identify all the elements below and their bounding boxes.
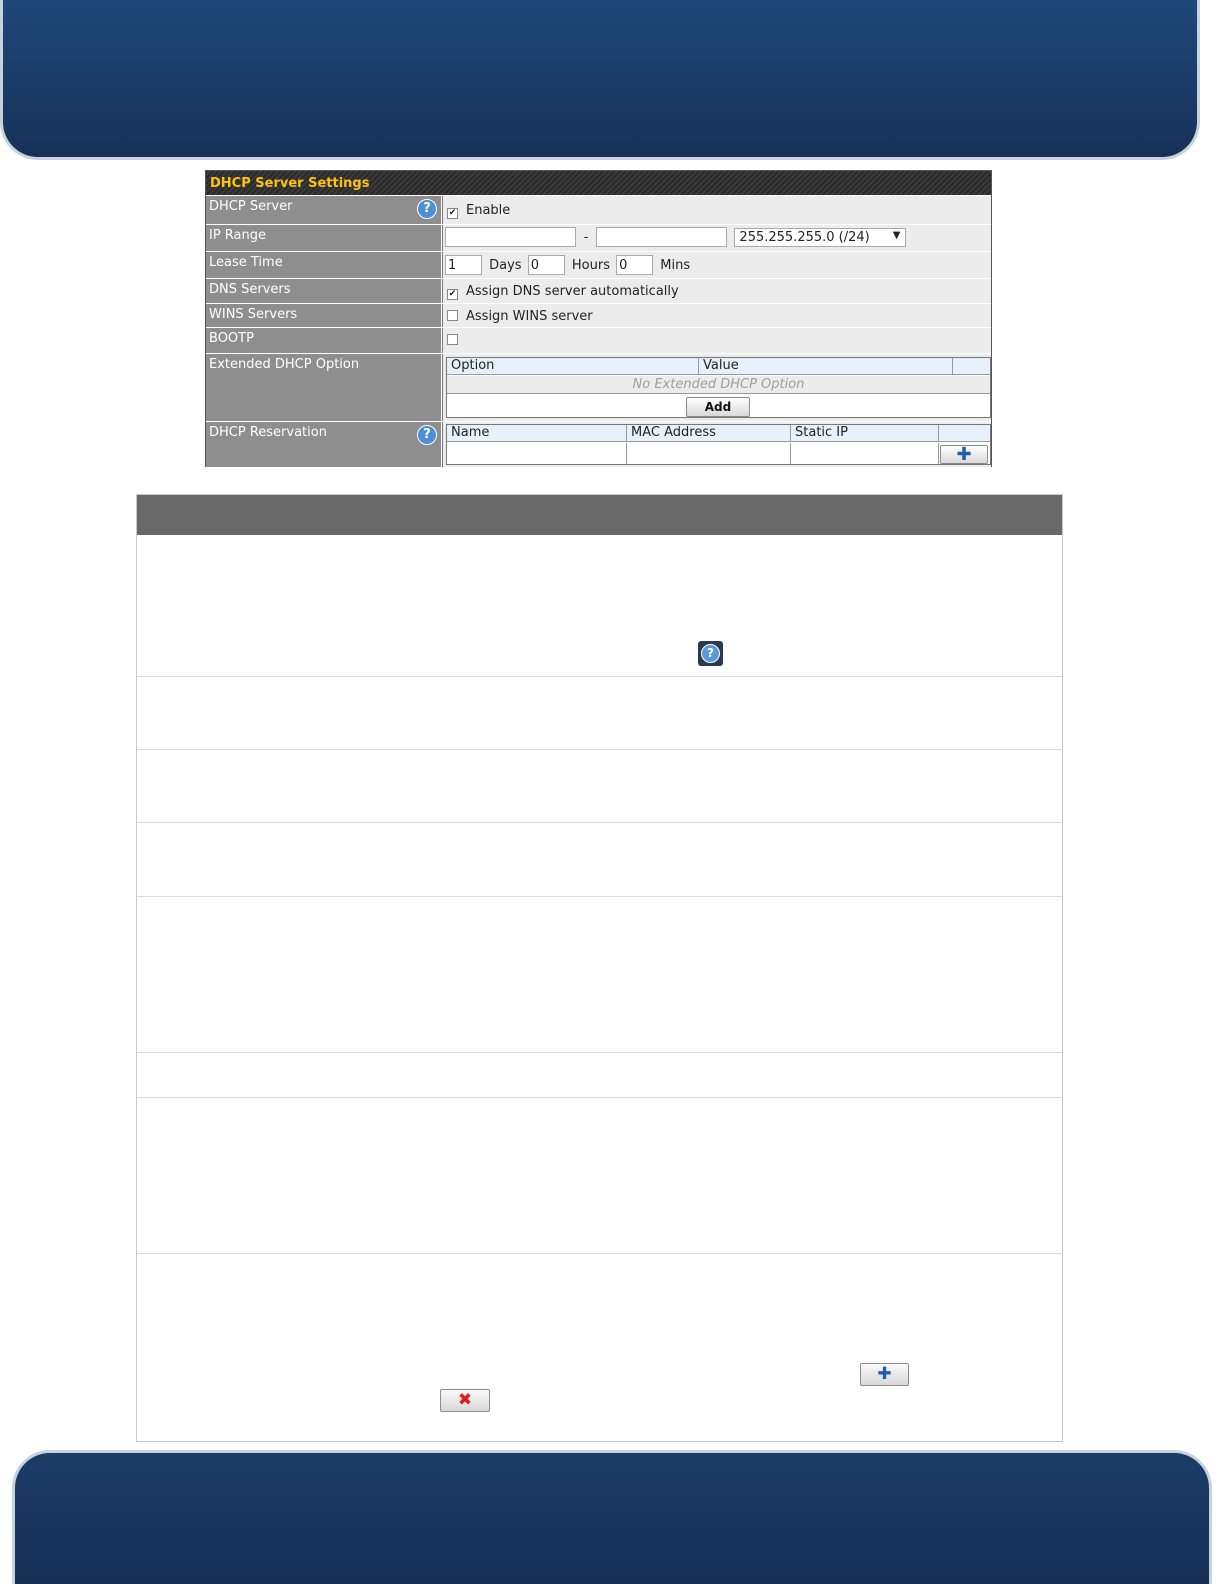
ip-range-end-input[interactable] [596,227,727,247]
column-header-actions [939,425,990,442]
enable-checkbox[interactable]: ✔ [448,208,457,218]
column-header-name: Name [447,425,627,442]
row-dns-servers [206,278,991,303]
dns-auto-label: Assign DNS server automatically [466,284,679,299]
subnet-mask-select[interactable] [734,228,906,247]
reservation-table [446,424,991,465]
label-extended-dhcp-option: Extended DHCP Option [206,354,442,421]
label-wins-servers: WINS Servers [206,304,442,327]
help-icon[interactable]: ? [417,199,437,219]
table-row-divider [137,896,1062,897]
table-row-divider [137,1253,1062,1254]
reservation-ip-input[interactable] [791,443,939,464]
column-header-actions [953,358,990,375]
reservation-mac-input[interactable] [627,443,791,464]
label-bootp: BOOTP [206,328,442,353]
dns-auto-checkbox[interactable]: ✔ [448,289,457,299]
wins-checkbox[interactable] [447,310,458,321]
row-wins-servers [206,303,991,327]
x-icon: ✖ [440,1389,490,1412]
description-table-header [137,495,1062,535]
plus-icon: ✚ [860,1363,909,1386]
column-header-mac-address: MAC Address [627,425,791,442]
dropdown-arrow-icon: ▼ [892,229,901,241]
row-extended-dhcp-option [206,353,991,421]
wins-label: Assign WINS server [466,309,593,324]
table-row-divider [137,749,1062,750]
enable-label: Enable [466,203,511,218]
table-row-divider [137,1052,1062,1053]
label-dns-servers: DNS Servers [206,279,442,303]
reservation-name-input[interactable] [447,443,627,464]
lease-mins-input[interactable]: 0 [616,255,653,275]
lease-hours-unit: Hours [571,257,610,273]
label-dhcp-reservation: DHCP Reservation [209,425,327,440]
top-banner [0,0,1200,160]
help-icon[interactable]: ? [417,425,437,445]
subnet-mask-value: 255.255.255.0 (/24) [739,229,870,245]
row-lease-time [206,251,991,278]
plus-icon: ✚ [956,444,972,465]
help-icon: ? [698,641,723,666]
column-header-option: Option [447,358,699,375]
lease-days-input[interactable]: 1 [445,255,482,275]
row-dhcp-reservation [206,421,991,467]
table-row-divider [137,1097,1062,1098]
row-bootp [206,327,991,353]
row-ip-range [206,224,991,251]
empty-extended-option-text: No Extended DHCP Option [447,376,990,394]
label-lease-time: Lease Time [206,252,442,278]
dhcp-settings-panel [205,170,992,467]
lease-hours-input[interactable]: 0 [528,255,565,275]
ip-range-separator: - [583,229,589,245]
ip-range-start-input[interactable] [445,227,576,247]
table-row-divider [137,822,1062,823]
bottom-banner [12,1450,1212,1584]
column-header-static-ip: Static IP [791,425,939,442]
label-ip-range: IP Range [206,225,442,251]
lease-mins-unit: Mins [660,257,691,273]
extended-option-table [446,357,991,418]
row-dhcp-server [206,195,991,224]
lease-days-unit: Days [489,257,522,273]
table-row-divider [137,676,1062,677]
description-table [136,494,1063,1442]
add-extended-option-button[interactable]: Add [686,397,750,417]
column-header-value: Value [699,358,953,375]
panel-title: DHCP Server Settings [206,171,991,195]
add-reservation-button[interactable] [940,445,988,464]
label-dhcp-server: DHCP Server [209,199,293,214]
bootp-checkbox[interactable] [447,334,458,345]
